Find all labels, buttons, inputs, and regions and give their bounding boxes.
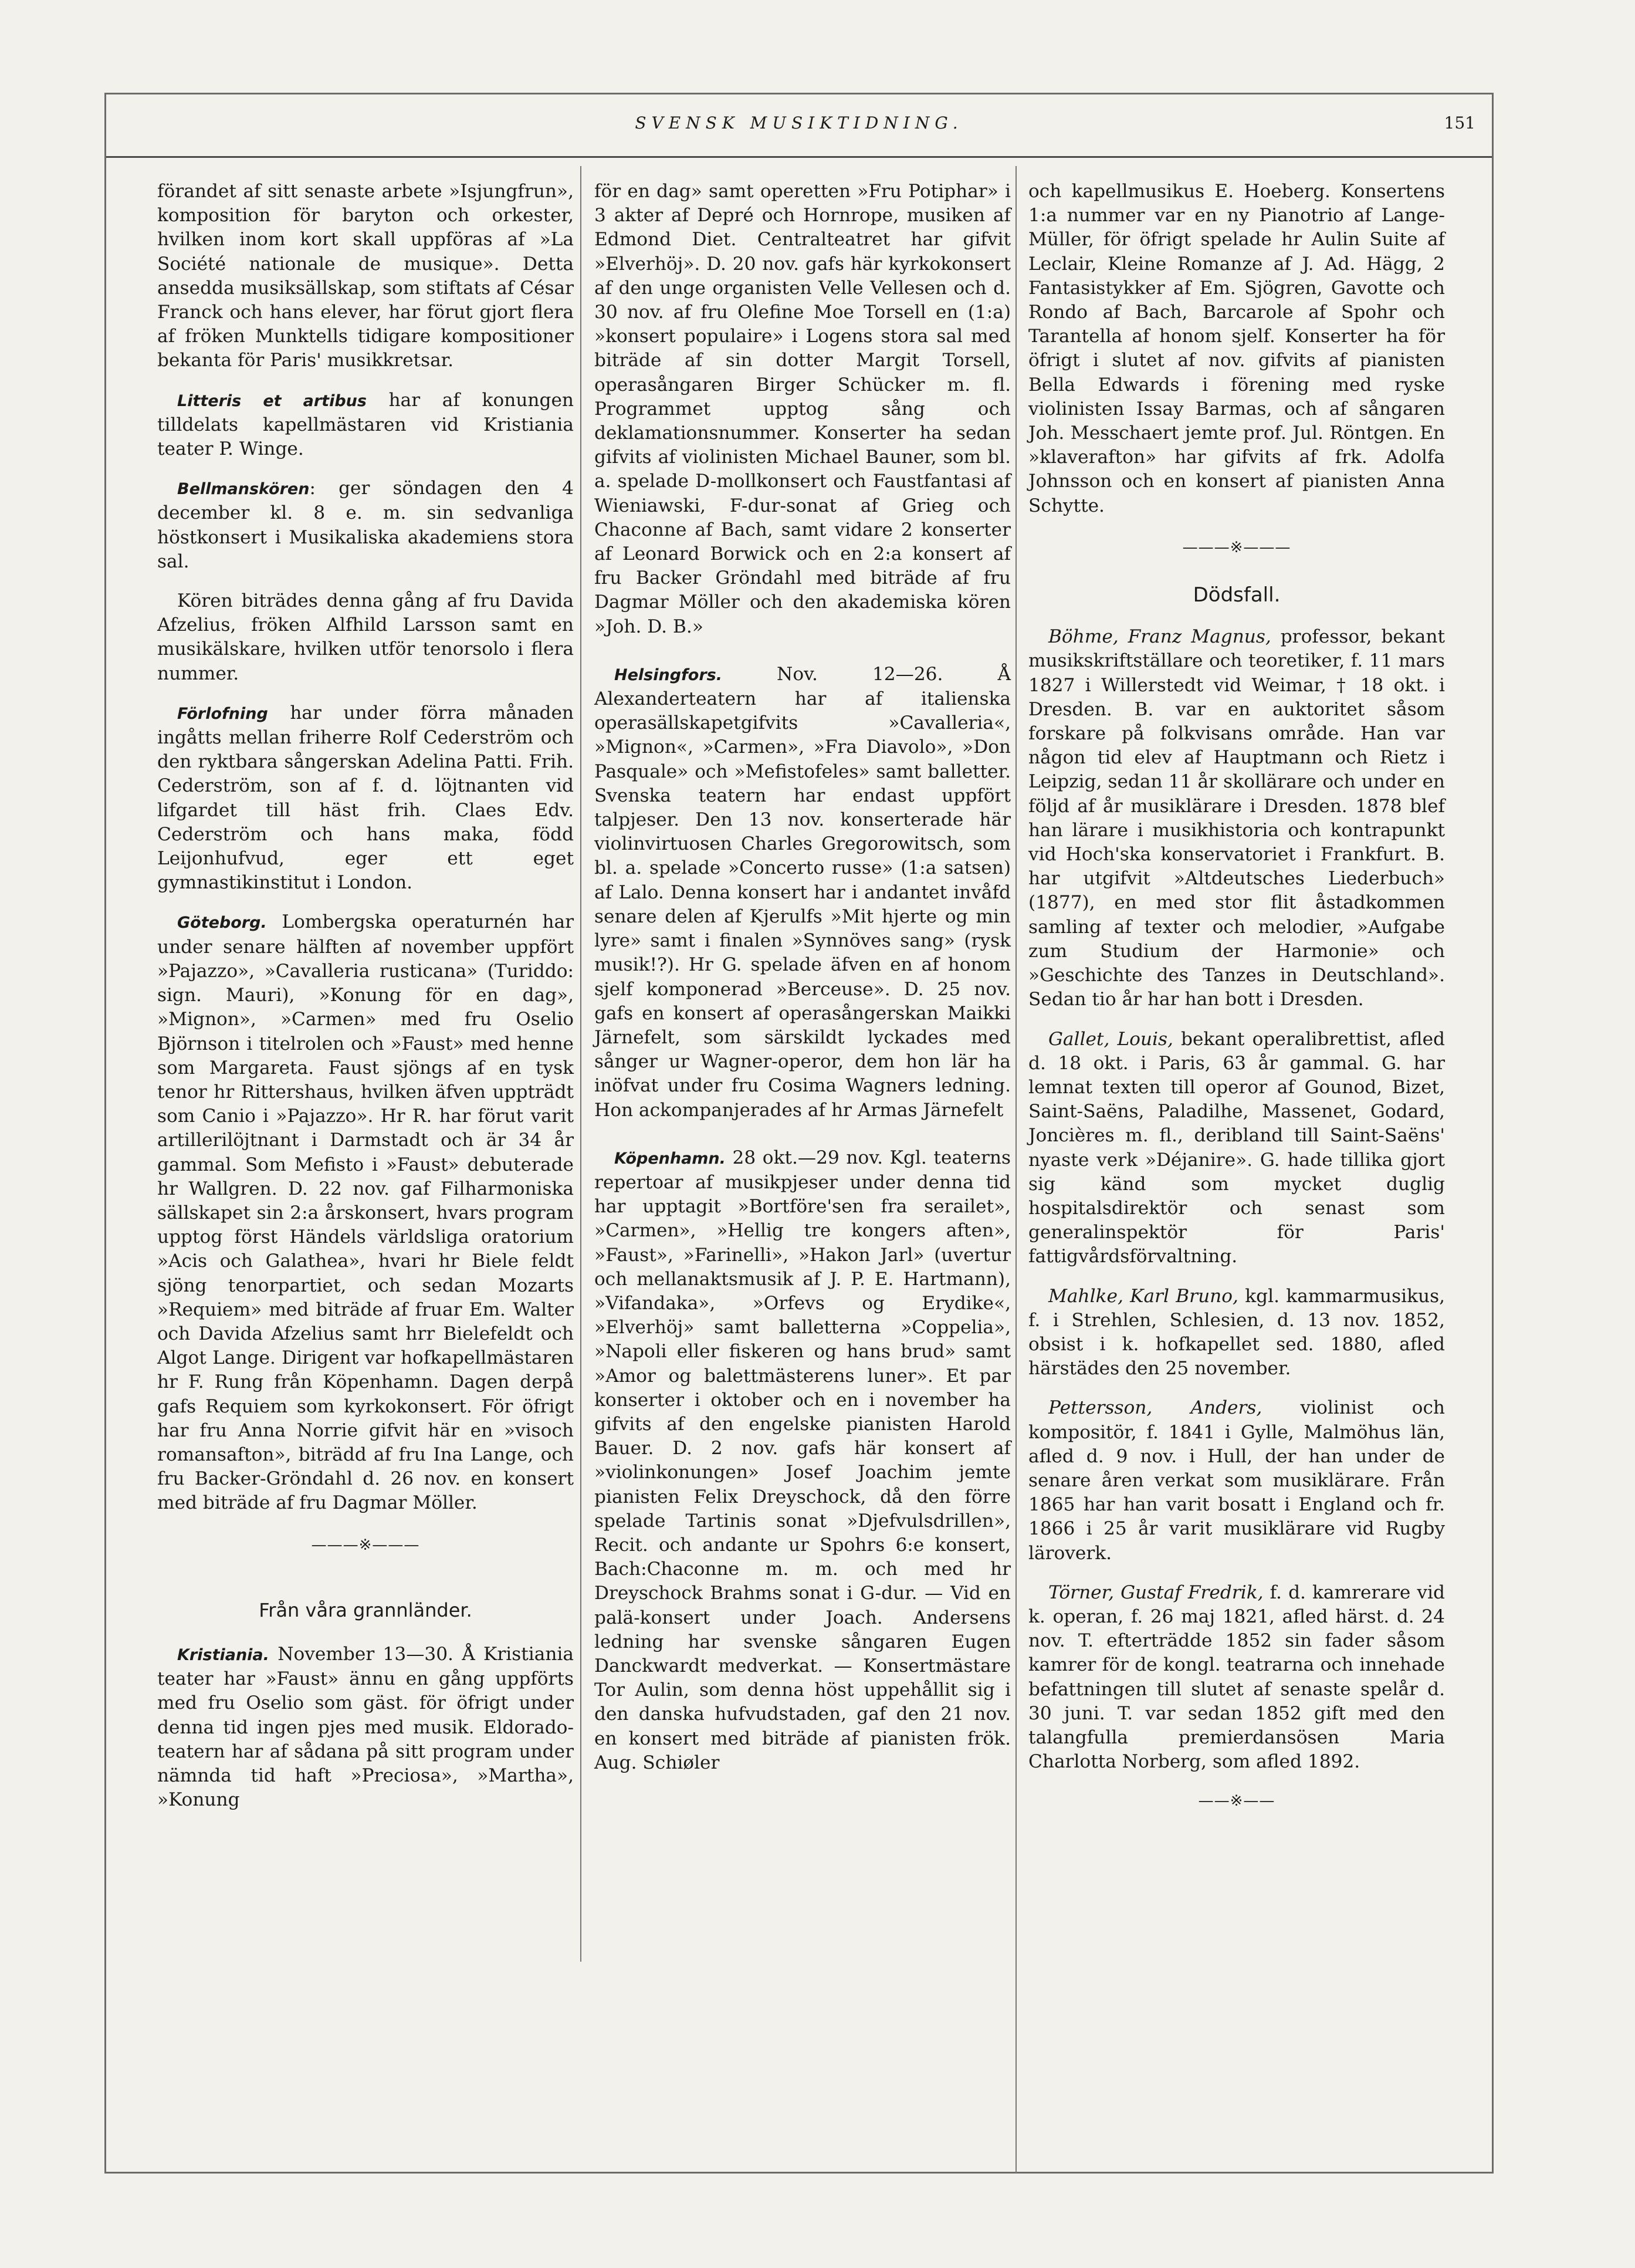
text-helsingfors: Nov. 12—26. Å Alexanderteatern har af italienska operasällskapetgifvits »Cavalleria«, »Mignon«, »Carmen», »Fra Diavolo», »Don Pasquale» och »Mefistofeles» samt balletter. Svenska teatern har endast uppfört talpjeser. Den 13 nov. konserterade här violinvirtuosen Charles Gregorowitsch, som bl. a. spelade »Concerto russe» (1:a satsen) af Lalo. Denna konsert har i andantet invåfd senare delen af Kjerulfs »Mit hjerte og min lyre» samt i finalen »Synnöves sang» (rysk musik!?). Hr G. spelade äfven en af honom sjelf komponerad »Berceuse». D. 25 nov. gafs en konsert af operasångerskan Maikki Järnefelt, som särskildt lyckades med sånger ur Wagner-operor, dem hon lär ha inöfvat under fru Cosima Wagners ledning. Hon ackompanjerades af hr Armas Järnefelt: [594, 663, 1011, 1121]
text-bohme: professor, bekant musikskriftställare och teoretiker, f. 11 mars 1827 i Willerstedt vid Weimar, † 18 okt. i Dresden. B. var en auktoritet såsom forskare på folkvisans område. Han var någon tid elev af Hauptmann och Rietz i Leipzig, sedan 11 år skollärare och under en följd af år musiklärare i Dresden. 1878 blef han lärare i musikhistoria och kontrapunkt vid Hoch'ska konservatoriet i Frankfurt. B. har utgifvit »Altdeutsches Liederbuch» (1877), en med stor flit åstadkommen samling af texter och melodier, »Aufgabe zum Studium der Harmonie» och »Geschichte des Tanzes in Deutschland». Sedan tio år har han bott i Dresden.: [1028, 626, 1445, 1010]
paragraph-bellman: Bellmanskören: ger söndagen den 4 december kl. 8 e. m. sin sedvanliga höstkonsert i Musikaliska akademiens stora sal.: [157, 478, 574, 572]
separator-ornament: ———※———: [311, 1536, 420, 1554]
column-3: [1028, 180, 1445, 1834]
running-title: SVENSK MUSIKTIDNING.: [635, 113, 963, 133]
journal-page: [104, 93, 1494, 2174]
paragraph-kristiania: [157, 1642, 574, 1812]
name-bohme: Böhme, Franz Magnus,: [1048, 626, 1271, 648]
column-rule-right: [1015, 166, 1017, 2173]
separator-ornament: ———※———: [1182, 538, 1291, 556]
paragraph-goteborg: [157, 910, 574, 1515]
paragraph-mahlke: [1028, 1285, 1445, 1381]
end-ornament: ——※——: [1198, 1792, 1275, 1810]
paragraph-kristiania-cont: för en dag» samt operetten »Fru Potiphar» i 3 akter af Depré och Hornrope, musiken af Edmond Diet. Centralteatret har gifvit »Elverhöj». D. 20 nov. gafs här kyrkokonsert af den unge organisten Velle Vellesen och d. 30 nov. af fru Olefine Moe Torsell en (1:a) »konsert populaire» i Logens stora sal med biträde af sin dotter Margit Torsell, operasångaren Birger Schücker m. fl. Programmet upptog sång och deklamationsnummer. Konserter ha sedan gifvits af violinisten Michael Bauner, som bl. a. spelade D-mollkonsert och Faustfantasi af Wieniawski, F-dur-sonat af Grieg och Chaconne af Bach, samt vidare 2 konserter af Leonard Borwick och en 2:a konsert af fru Backer Gröndahl med biträde af fru Dagmar Möller och den akademiska kören »Joh. D. B.»: [594, 181, 1011, 637]
paragraph-forlofning: [157, 701, 574, 895]
name-torner: Törner, Gustaf Fredrik,: [1048, 1581, 1264, 1603]
page-header: [106, 94, 1492, 158]
text-kristiania: November 13—30. Å Kristiania teater har »Faust» ännu en gång uppförts med fru Oselio som gäst. för öfrigt under denna tid ingen pjes med musik. Eldorado-teatern har af sådana på sitt program under nämnda tid haft »Preciosa», »Martha», »Konung: [157, 1643, 574, 1811]
text-goteborg: Lombergska operaturnén har under senare hälften af november uppfört »Pajazzo», »Cavalleria rusticana» (Turiddo: sign. Mauri), »Konung för en dag», »Mignon», »Carmen» med fru Oselio Björnson i titelrolen och »Faust» med henne som Margareta. Faust sjöngs af en tysk tenor hr Rittershaus, hvilken äfven uppträdt som Canio i »Pajazzo». Hr R. har förut varit artillerilöjtnant i Darmstadt och är 34 år gammal. Som Mefisto i »Faust» debuterade hr Wallgren. D. 22 nov. gaf Filharmoniska sällskapet sin 2:a årskonsert, hvars program upptog först Händels världsliga oratorium »Acis och Galathea», hvari hr Biele feldt sjöng tenorpartiet, och sedan Mozarts »Requiem» med biträde af fruar Em. Walter och Davida Afzelius samt hrr Bielefeldt och Algot Lange. Dirigent var hofkapellmästaren hr F. Rung från Köpenhamn. Dagen derpå gafs Requiem som kyrkokonsert. För öfrigt har fru Anna Norrie gifvit här en »visoch romansafton», biträdd af fru Ina Lange, och fru Backer-Gröndahl d. 26 nov. en konsert med biträde af fru Dagmar Möller.: [157, 911, 574, 1514]
column-1: [157, 180, 574, 1827]
name-gallet: Gallet, Louis,: [1048, 1028, 1173, 1050]
text-pettersson: violinist och kompositör, f. 1841 i Gylle, Malmöhus län, afled d. 9 nov. i Hull, der han under de senare åren verkat som musiklärare. Från 1865 har han varit bosatt i England och fr. 1866 i 25 år varit musiklärare vid Rugby läroverk.: [1028, 1397, 1445, 1564]
paragraph-kopenhamn-cont: och kapellmusikus E. Hoeberg. Konsertens 1:a nummer var en ny Pianotrio af Lange-Müller, för öfrigt spelade hr Aulin Suite af Leclair, Kleine Romanze af J. Ad. Hägg, 2 Fantasistykker af Em. Sjögren, Gavotte och Rondo af Bach, Barcarole af Spohr och Tarantella af honom sjelf. Konserter ha för öfrigt i slutet af nov. gifvits af pianisten Bella Edwards i förening med ryske violinisten Issay Barmas, och af sångaren Joh. Messchaert jemte prof. Jul. Röntgen. En »klaverafton» har gifvits af frk. Adolfa Johnsson och en konsert af pianisten Anna Schytte.: [1028, 181, 1445, 516]
column-2: [594, 180, 1011, 1790]
paragraph-bohme: [1028, 625, 1445, 1012]
keyword-forlofning: Förlofning: [177, 704, 268, 723]
text-forlofning: har under förra månaden ingåtts mellan friherre Rolf Cederström och den ryktbara sångerskan Adelina Patti. Frih. Cederström, son af f. d. löjtnanten vid lifgardet till häst frih. Claes Edv. Cederström och hans maka, född Leijonhufvud, eger ett eget gymnastikinstitut i London.: [157, 702, 574, 894]
paragraph-litteris: [157, 388, 574, 462]
keyword-goteborg: Göteborg.: [177, 914, 267, 932]
column-rule-left: [580, 166, 581, 1962]
section-title-dodsfall: Dödsfall.: [1193, 583, 1281, 607]
paragraph-helsingfors: [594, 663, 1011, 1123]
name-pettersson: Pettersson, Anders,: [1048, 1397, 1262, 1419]
paragraph-bellman-2: Kören biträdes denna gång af fru Davida Afzelius, fröken Alfhild Larsson samt en musikälskare, hvilken utför tenorsolo i flera nummer.: [157, 590, 574, 684]
paragraph-pettersson: [1028, 1396, 1445, 1565]
name-mahlke: Mahlke, Karl Bruno,: [1048, 1285, 1238, 1307]
text-gallet: bekant operalibrettist, afled d. 18 okt. i Paris, 63 år gammal. G. har lemnat texten till operor af Gounod, Bizet, Saint-Saëns, Paladilhe, Massenet, Godard, Joncières m. fl., deribland till Saint-Saëns' nyaste verk »Déjanire». G. hade tillika gjort sig känd som mycket duglig hospitalsdirektör och senast som generalinspektör för Paris' fattigvårdsförvaltning.: [1028, 1028, 1445, 1267]
text-bellman: ger söndagen den 4 december kl. 8 e. m. sin sedvanliga höstkonsert i Musikaliska akademiens stora sal.: [157, 478, 574, 572]
paragraph-gallet: [1028, 1027, 1445, 1269]
text-kopenhamn: 28 okt.—29 nov. Kgl. teaterns repertoar af musikpjeser under denna tid har upptagit »Bortföre'sen fra serailet», »Carmen», »Hellig tre kongers aften», »Faust», »Farinelli», »Hakon Jarl» (uvertur och mellanaktsmusik af J. P. E. Hartmann), »Vifandaka», »Orfevs og Erydike«, »Elverhöj» samt balletterna »Coppelia», »Napoli eller fiskeren og hans brud» samt »Amor og balettmästerens luner». Et par konserter i oktober och en i november ha gifvits af den engelske pianisten Harold Bauer. D. 2 nov. gafs här konsert af »violinkonungen» Josef Joachim jemte pianisten Felix Dreyschock, då den förre spelade Tartinis sonat »Djefvulsdrillen», Recit. och andante ur Spohrs 6:e konsert, Bach:Chaconne m. m. och med hr Dreyschock Brahms sonat i G-dur. — Vid en palä-konsert under Joach. Andersens ledning har svenske sångaren Eugen Danckwardt medverkat. — Konsertmästare Tor Aulin, som denna höst uppehållit sig i den danska hufvudstaden, gaf den 21 nov. en konsert med biträde af pianisten frök. Aug. Schiøler: [594, 1147, 1011, 1773]
text-torner: f. d. kamrerare vid k. operan, f. 26 maj 1821, afled härst. d. 24 nov. T. efterträdde 1852 sin fader såsom kamrer för de kongl. teatrarna och innehade befattningen till slutet af senaste spelår d. 30 juni. T. var sedan 1852 gift med den talangfulla premierdansösen Maria Charlotta Norberg, som afled 1892.: [1028, 1581, 1445, 1773]
paragraph-intro: förandet af sitt senaste arbete »Isjungfrun», komposition för baryton och orkester, hvilken inom kort skall uppföras af »La Société nationale de musique». Detta ansedda musiksällskap, som stiftats af César Franck och hans elever, har förut gjort flera af fröken Munktells tidigare kompositioner bekanta för Paris' musikkretsar.: [157, 181, 574, 371]
keyword-litteris: Litteris et artibus: [177, 391, 367, 410]
section-title-grannlander: Från våra grannländer.: [259, 1598, 472, 1621]
text-litteris: har af konungen tilldelats kapellmästaren vid Kristiania teater P. Winge.: [157, 389, 574, 460]
paragraph-kopenhamn: [594, 1146, 1011, 1775]
keyword-kopenhamn: Köpenhamn.: [614, 1149, 726, 1168]
paragraph-torner: [1028, 1581, 1445, 1774]
keyword-bellman: Bellmanskören: [177, 480, 310, 499]
page-number: 151: [1444, 113, 1475, 133]
keyword-kristiania: Kristiania.: [177, 1645, 269, 1664]
keyword-helsingfors: Helsingfors.: [614, 665, 722, 684]
text-mahlke: kgl. kammarmusikus, f. i Strehlen, Schlesien, d. 13 nov. 1852, obsist i k. hofkapellet sed. 1880, afled härstädes den 25 november.: [1028, 1285, 1445, 1380]
